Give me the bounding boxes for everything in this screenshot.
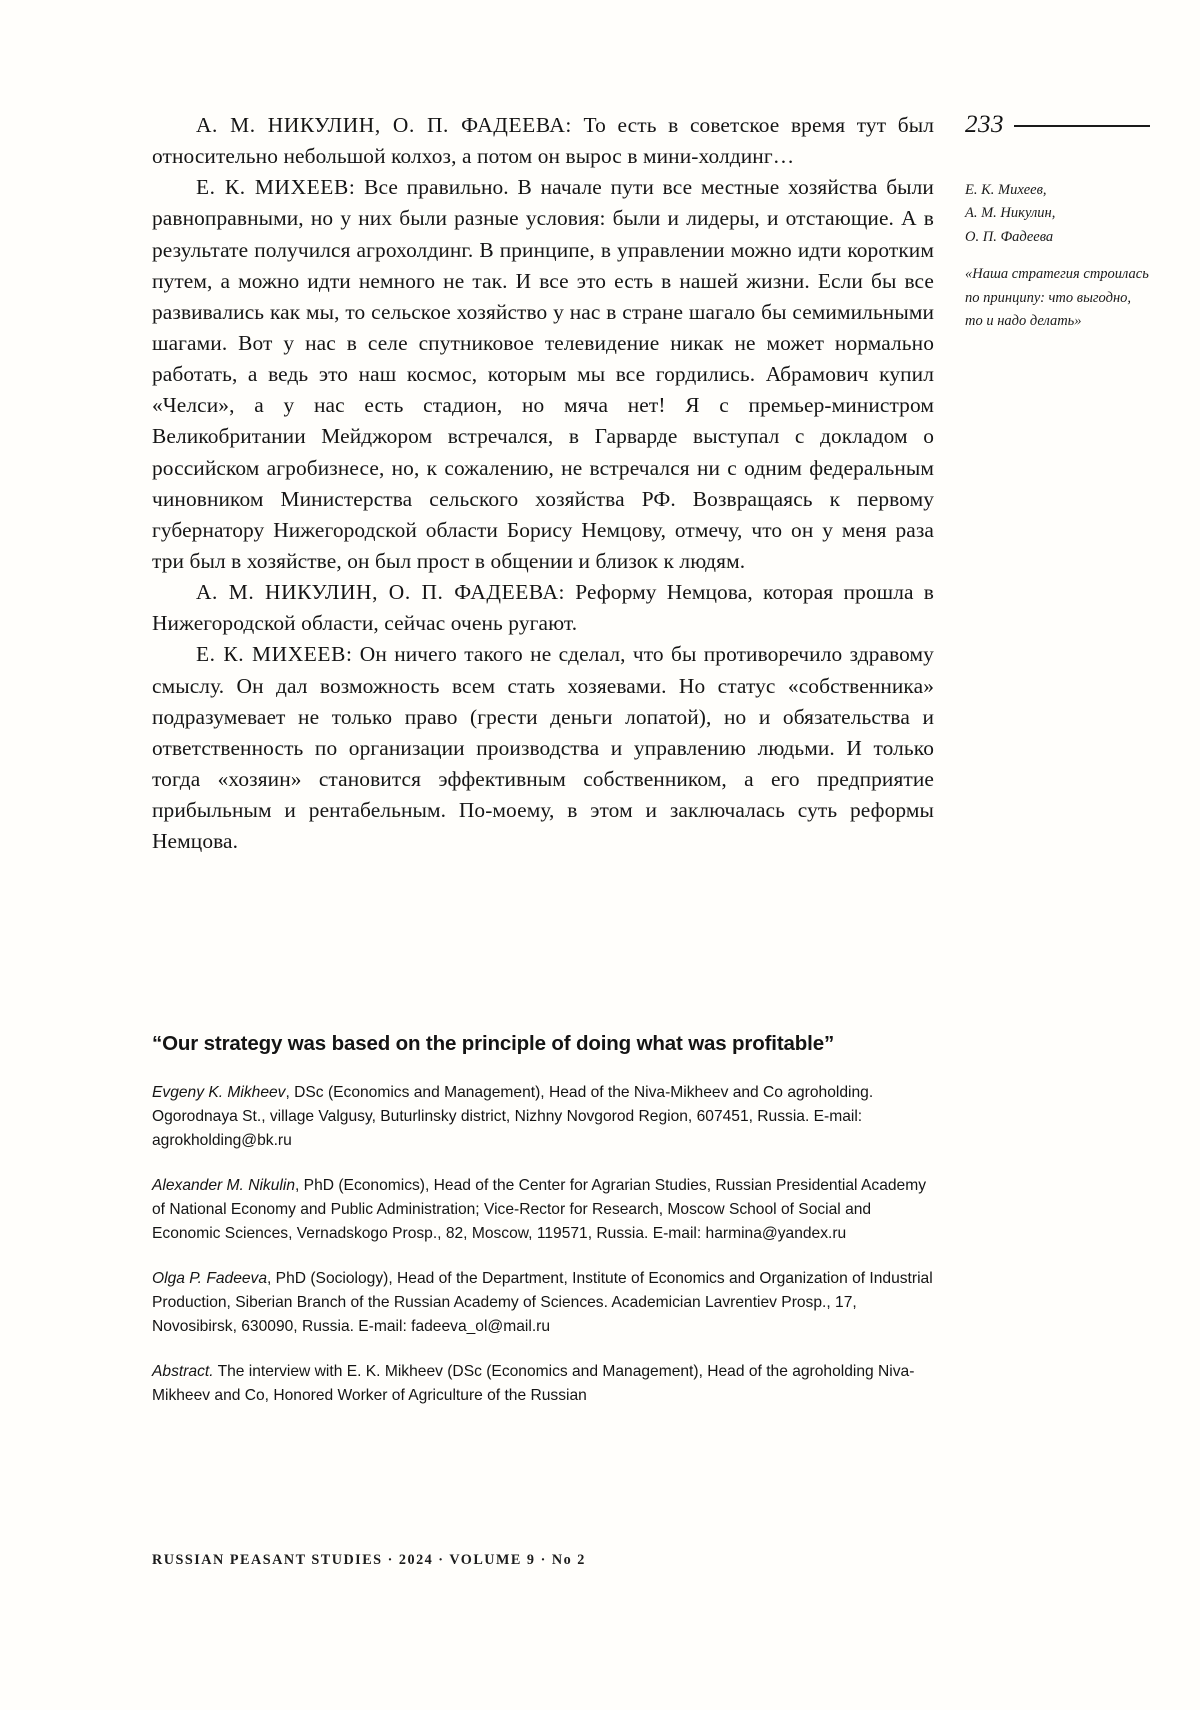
english-title: “Our strategy was based on the principle of doing what was profitable” [152,1032,835,1055]
author-name: Olga P. Fadeeva [152,1270,268,1288]
abstract-paragraph [152,1360,934,1407]
main-text-column [152,110,934,857]
english-summary-block [152,1030,934,1408]
author-name: Evgeny K. Mikheev [152,1084,286,1102]
running-title: «Наша стратегия строилась по принципу: что выгодно, то и надо делать» [965,266,1149,330]
author-details: , PhD (Sociology), Head of the Department, Institute of Economics and Organization of Industrial Production, Siberian Branch of the Russian Academy of Sciences. Academician Lavrentiev Prosp., 17, Novosibirsk, 630090, Russia. E-mail: fadeeva_ol@mail.ru [152,1270,933,1335]
running-authors [965,179,1150,249]
running-author-2: А. М. Никулин, [965,205,1056,222]
abstract-text: The interview with E. K. Mikheev (DSc (Economics and Management), Head of the agroholding Niva-Mikheev and Co, Honored Worker of Agriculture of the Russian [152,1363,915,1405]
abstract-label: Abstract. [152,1363,214,1381]
page-number: 233 [965,111,1004,138]
interview-paragraph [152,172,934,577]
interview-paragraph [152,577,934,639]
author-details: , DSc (Economics and Management), Head of the Niva-Mikheev and Co agroholding. Ogorodnaya St., village Valgusy, Buturlinsky district, Nizhny Novgorod Region, 607451, Russia. E-mail: agrokholding@bk.ru [152,1084,874,1149]
speaker-label: А. М. НИКУЛИН, О. П. ФАДЕЕВА: [196,113,572,137]
interview-paragraph [152,639,934,857]
paragraph-text: То есть в советское время тут был относительно небольшой колхоз, а потом он вырос в мини-холдинг… [152,113,935,169]
page-footer: RUSSIAN PEASANT STUDIES · 2024 · VOLUME 9 · No 2 [152,1552,586,1568]
folio-rule [1014,125,1150,127]
running-author-3: О. П. Фадеева [965,228,1054,245]
speaker-label: А. М. НИКУЛИН, О. П. ФАДЕЕВА: [196,580,566,605]
speaker-label: Е. К. МИХЕЕВ: [196,642,353,667]
folio-row [965,112,1150,137]
speaker-label: Е. К. МИХЕЕВ: [196,175,356,200]
author-affiliation [152,1081,934,1152]
author-name: Alexander M. Nikulin [152,1177,296,1195]
paragraph-text: Он ничего такого не сделал, что бы противоречило здравому смыслу. Он дал возможность всем стать хозяевами. Но статус «собственника» подразумевает не только право (грести деньги лопатой), но и обязательства и ответственность по организации производства и управлению людьми. И только тогда «хозяин» становится эффективным собственником, а его предприятие прибыльным и рентабельным. По-моему, в этом и заключалась суть реформы Немцова. [152,642,934,854]
running-author-1: Е. К. Михеев, [965,182,1047,198]
author-affiliation [152,1267,934,1338]
author-details: , PhD (Economics), Head of the Center for Agrarian Studies, Russian Presidential Academy of National Economy and Public Administration; Vice-Rector for Research, Moscow School of Social and Economic Sciences, Vernadskogo Prosp., 82, Moscow, 119571, Russia. E-mail: harmina@yandex.ru [152,1177,926,1242]
interview-paragraph [152,110,934,172]
margin-column [965,112,1150,334]
paragraph-text: Реформу Немцова, которая прошла в Нижегородской области, сейчас очень ругают. [152,580,934,636]
author-affiliation [152,1174,934,1245]
paragraph-text: Все правильно. В начале пути все местные хозяйства были равноправными, но у них были разные условия: были и лидеры, и отстающие. А в результате получился агрохолдинг. В принципе, в управлении можно идти коротким путем, а можно идти немного не так. И все это есть в нашей жизни. Если бы все развивались как мы, то сельское хозяйство у нас в стране шагало бы семимильными шагами. Вот у нас в селе спутниковое телевидение никак не может нормально работать, а ведь это наш космос, которым мы все гордились. Абрамович купил «Челси», а у нас есть стадион, но мяча нет! Я с премьер-министром Великобритании Мейджором встречался, в Гарварде выступал с докладом о российском агробизнесе, но, к сожалению, не встречался ни с одним федеральным чиновником Министерства сельского хозяйства РФ. Возвращаясь к первому губернатору Нижегородской области Борису Немцову, отмечу, что он у меня раза три был в хозяйстве, он был прост в общении и близок к людям. [152,175,934,573]
